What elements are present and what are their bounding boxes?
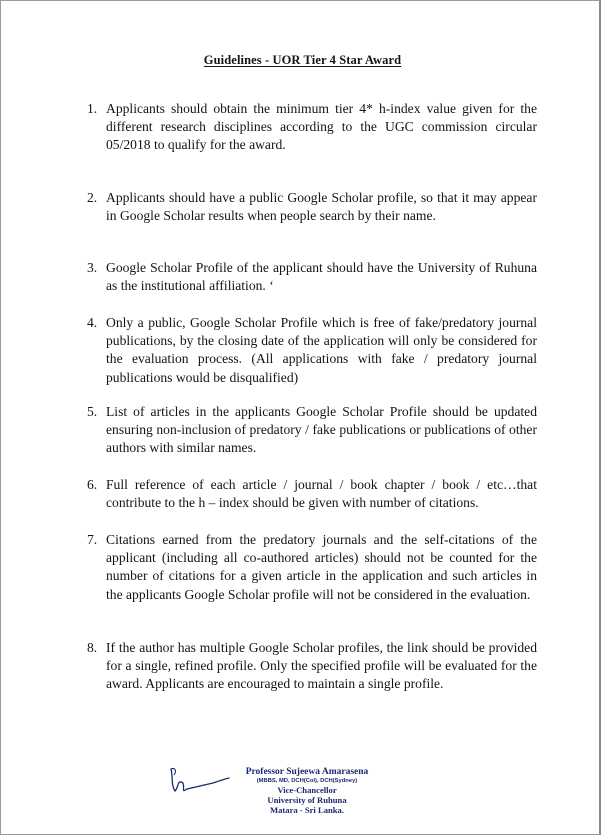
item-number: 8. — [87, 640, 98, 655]
item-text: Citations earned from the predatory journals and the self-citations of the applicant (including all co-authored articles) should not be counted for the number of citations for a given article in the application and such articles in the applicants Google Scholar profile will not be considered in the evaluation. — [106, 532, 537, 602]
item-text: Applicants should have a public Google Scholar profile, so that it may appear in Google Scholar results when people search by their name. — [106, 190, 537, 224]
item-number: 6. — [87, 477, 98, 492]
guideline-item-3 — [87, 259, 537, 295]
item-text: Only a public, Google Scholar Profile which is free of fake/predatory journal publications, by the closing date of the application will only be considered for the evaluation process. (All applications with fake / predatory journal publications would be disqualified) — [106, 315, 537, 385]
item-text: List of articles in the applicants Google Scholar Profile should be updated ensuring non-inclusion of predatory / fake publications or publications of other authors with similar names. — [106, 404, 537, 456]
item-number: 7. — [87, 532, 98, 547]
item-text: Applicants should obtain the minimum tier 4* h-index value given for the different research disciplines according to the UGC commission circular 05/2018 to qualify for the award. — [106, 101, 537, 153]
item-number: 2. — [87, 190, 98, 205]
signatory-name: Professor Sujeewa Amarasena — [245, 767, 369, 777]
guideline-item-7 — [87, 531, 537, 604]
item-text: Google Scholar Profile of the applicant should have the University of Ruhuna as the institutional affiliation. ‘ — [106, 260, 537, 294]
guideline-item-2 — [87, 189, 537, 225]
item-number: 3. — [87, 260, 98, 275]
signature-area — [161, 753, 421, 833]
document-title: Guidelines - UOR Tier 4 Star Award — [203, 53, 402, 67]
item-number: 5. — [87, 404, 98, 419]
signatory-location: Matara - Sri Lanka. — [270, 805, 344, 815]
signatory-institution: University of Ruhuna — [267, 795, 347, 805]
item-text: If the author has multiple Google Scholar profiles, the link should be provided for a single, refined profile. Only the specified profile will be evaluated for the award. Applicants are encouraged to maintain a single profile. — [106, 640, 537, 692]
guideline-item-4 — [87, 314, 537, 387]
guideline-item-5 — [87, 403, 537, 458]
item-number: 4. — [87, 315, 98, 330]
guideline-item-8 — [87, 639, 537, 694]
signature-block — [221, 767, 393, 815]
guideline-item-1 — [87, 100, 537, 155]
guideline-item-6 — [87, 476, 537, 512]
item-number: 1. — [87, 101, 98, 116]
signatory-degrees: (MBBS, MD, DCH(Col), DCH(Sydney) — [256, 778, 358, 784]
signatory-position: Vice-Chancellor — [277, 785, 337, 795]
item-text: Full reference of each article / journal / book chapter / book / etc…that contribute to the h – index should be given with number of citations. — [106, 477, 537, 511]
